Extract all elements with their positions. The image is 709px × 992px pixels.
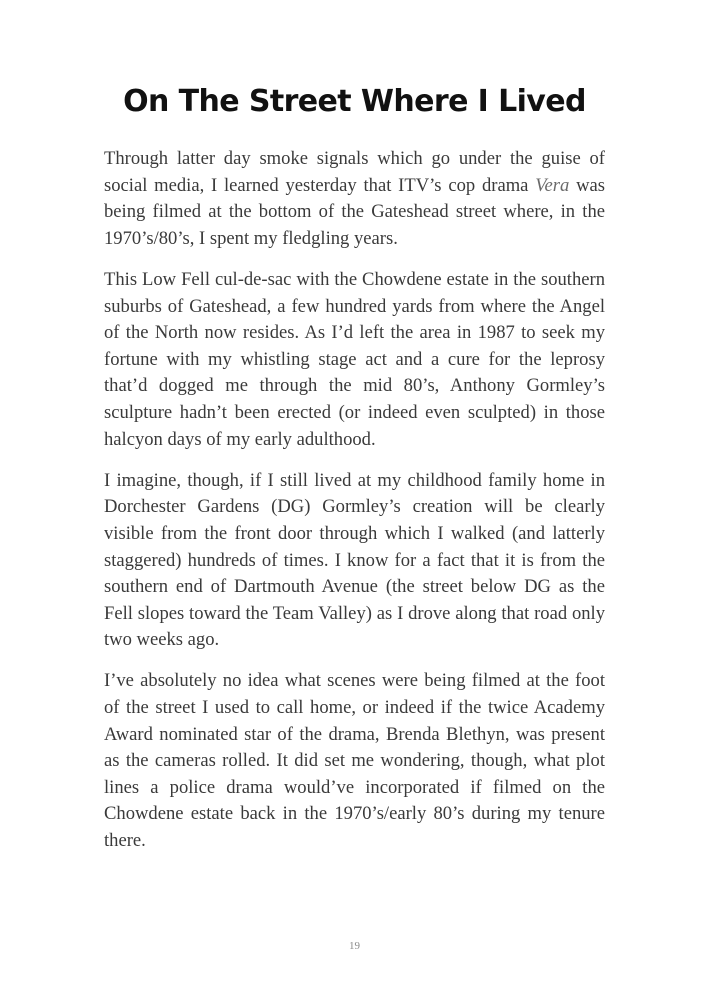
article-body bbox=[104, 146, 605, 869]
page-number: 19 bbox=[349, 940, 360, 952]
paragraph-3: I imagine, though, if I still lived at my childhood family home in Dorchester Gardens (DG) Gormley’s creation will be clearly visible from the front door through which I walked (and latterly staggered) hundreds of times. I know for a fact that it is from the southern end of Dartmouth Avenue (the street below DG as the Fell slopes toward the Team Valley) as I drove along that road only two weeks ago. bbox=[104, 469, 605, 651]
page-title: On The Street Where I Lived bbox=[123, 84, 586, 119]
paragraph-1 bbox=[104, 146, 605, 252]
paragraph-2: This Low Fell cul-de-sac with the Chowdene estate in the southern suburbs of Gateshead, a few hundred yards from where the Angel of the North now resides. As I’d left the area in 1987 to seek my fortune with my whistling stage act and a cure for the leprosy that’d dogged me through the mid 80’s, Anthony Gormley’s sculpture hadn’t been erected (or indeed even sculpted) in those halcyon days of my early adulthood. bbox=[104, 268, 605, 450]
paragraph-1-text-a: Through latter day smoke signals which go under the guise of social media, I learned yesterday that ITV’s cop drama bbox=[104, 148, 605, 196]
paragraph-1-text-b: was being filmed at the bottom of the Gateshead street where, in the 1970’s/80’s, I spent my fledgling years. bbox=[104, 174, 605, 249]
paragraph-4: I’ve absolutely no idea what scenes were being filmed at the foot of the street I used to call home, or indeed if the twice Academy Award nominated star of the drama, Brenda Blethyn, was present as the cameras rolled. It did set me wondering, though, what plot lines a police drama would’ve incorporated if filmed on the Chowdene estate back in the 1970’s/early 80’s during my tenure there. bbox=[104, 670, 605, 852]
show-title-italic: Vera bbox=[535, 174, 570, 196]
